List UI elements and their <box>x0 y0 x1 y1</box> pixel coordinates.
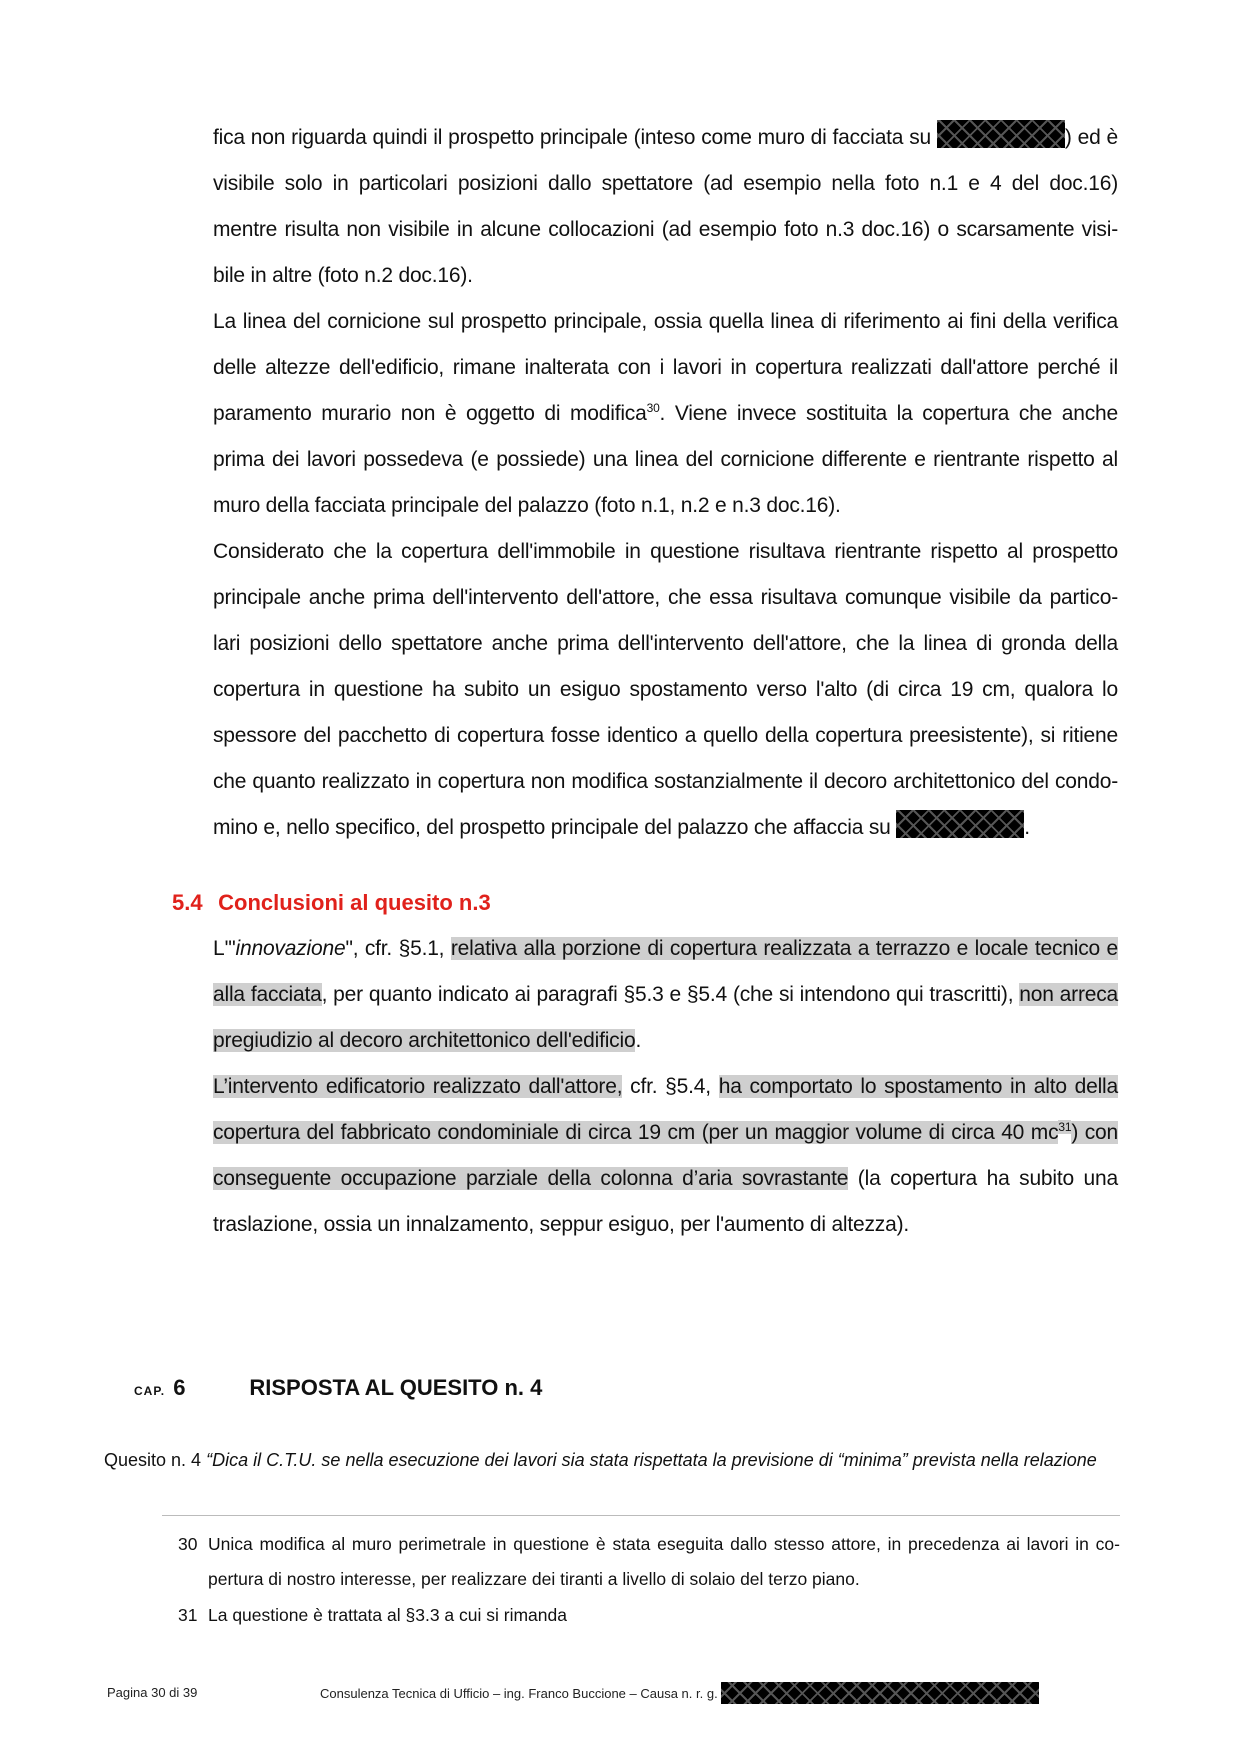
paragraph-text: . <box>1024 816 1030 839</box>
chapter-heading <box>134 1368 542 1411</box>
footer-title-text: Consulenza Tecnica di Ufficio – ing. Franco Buccione – Causa n. r. g. <box>320 1686 718 1701</box>
section-title: Conclusioni al quesito n.3 <box>218 890 491 915</box>
highlighted-text: ha comportato lo spostamento in alto della copertura del fabbricato condominiale di circa 19 cm (per un maggior volume di circa 40 mc <box>213 1075 1118 1144</box>
footnote-ref-31[interactable]: 31 <box>1058 1120 1072 1134</box>
paragraph-text: L'" <box>213 937 236 960</box>
quesito-text: “Dica il C.T.U. se nella esecuzione dei lavori sia stata rispettata la previsione di “minima” prevista nella relazione <box>206 1450 1097 1470</box>
conclusion-paragraph-2 <box>213 1064 1118 1248</box>
paragraph-text: fica non riguarda quindi il prospetto principale (inteso come muro di facciata su <box>213 126 937 149</box>
footnote-text: Unica modifica al muro perimetrale in questione è stata eseguita dallo stesso attore, in precedenza ai lavori in co-pertura di nostro interesse, per realizzare dei tiranti a livello di solaio del terzo piano. <box>208 1534 1120 1589</box>
conclusion-paragraph-1 <box>213 926 1118 1064</box>
highlighted-text: L’intervento edificatorio realizzato dall'attore, <box>213 1075 623 1098</box>
footnote-31 <box>178 1598 1120 1633</box>
section-number: 5.4 <box>172 890 203 915</box>
footnote-30 <box>178 1527 1120 1597</box>
footnote-ref-30[interactable]: 30 <box>646 401 660 415</box>
chapter-prefix: CAP. <box>134 1384 166 1398</box>
paragraph-text: ) ed è visibile solo in particolari posizioni dallo spettatore (ad esempio nella foto n.1 e 4 del doc.16) mentre risulta non visibile in alcune collocazioni (ad esempio foto n.3 doc.16) o scarsamente visi-bile in altre (foto n.2 doc.16). <box>213 126 1118 287</box>
paragraph-3 <box>213 529 1118 851</box>
quesito-label: Quesito n. 4 <box>104 1450 202 1470</box>
redacted-address <box>896 810 1024 838</box>
paragraph-text: La linea del cornicione sul prospetto principale, ossia quella linea di riferimento ai fini della verifica delle altezze dell'edificio, rimane inalterata con i lavori in copertura realizzati dall'attore perché il paramento murario non è oggetto di modifica <box>213 310 1118 425</box>
highlighted-text: non arreca pregiudizio al decoro architettonico dell'edificio <box>213 983 1119 1052</box>
redacted-case-number <box>721 1682 1039 1704</box>
highlighted-text: ) con conseguente occupazione parziale della colonna d’aria sovrastante <box>213 1121 1119 1190</box>
paragraph-1 <box>213 115 1118 299</box>
emphasis-text: innovazione <box>235 937 346 960</box>
footnote-text: La questione è trattata al §3.3 a cui si rimanda <box>208 1605 567 1625</box>
footnote-number: 31 <box>178 1605 198 1625</box>
chapter-number: 6 <box>173 1375 186 1400</box>
paragraph-text: . <box>635 1029 642 1052</box>
section-heading <box>172 880 491 926</box>
footnote-number: 30 <box>178 1534 198 1554</box>
highlighted-text: relativa alla porzione di copertura realizzata a terrazzo e locale tecnico e alla facciata <box>213 937 1118 1006</box>
paragraph-text: cfr. §5.4, <box>622 1075 719 1098</box>
footer-page-number: Pagina 30 di 39 <box>107 1685 198 1700</box>
paragraph-text: Considerato che la copertura dell'immobile in questione risultava rientrante rispetto al prospetto principale anche prima dell'intervento dell'attore, che essa risultava comunque visibile da partico-lari posizioni dello spettatore anche prima dell'intervento dell'attore, che la linea di gronda della copertura in questione ha subito un esiguo spostamento verso l'alto (di circa 19 cm, qualora lo spessore del pacchetto di copertura fosse identico a quello della copertura preesistente), si ritiene che quanto realizzato in copertura non modifica sostanzialmente il decoro architettonico del condo-mino e, nello specifico, del prospetto principale del palazzo che affaccia su <box>213 540 1118 839</box>
chapter-title: RISPOSTA AL QUESITO n. 4 <box>249 1375 543 1400</box>
redacted-address <box>937 120 1065 148</box>
paragraph-2 <box>213 299 1118 529</box>
quesito-line <box>104 1442 1124 1478</box>
paragraph-text: (la copertura ha subito una traslazione, ossia un innalzamento, seppur esiguo, per l'aumento di altezza). <box>213 1167 1118 1236</box>
paragraph-text: , per quanto indicato ai paragrafi §5.3 e §5.4 (che si intendono qui trascritti), <box>321 983 1020 1006</box>
footer-document-title <box>320 1682 1039 1705</box>
footnote-separator <box>162 1515 1120 1516</box>
paragraph-text: . Viene invece sostituita la copertura che anche prima dei lavori possedeva (e possiede) una linea del cornicione differente e rientrante rispetto al muro della facciata principale del palazzo (foto n.1, n.2 e n.3 doc.16). <box>213 402 1118 517</box>
paragraph-text: ", cfr. §5.1, <box>345 937 451 960</box>
